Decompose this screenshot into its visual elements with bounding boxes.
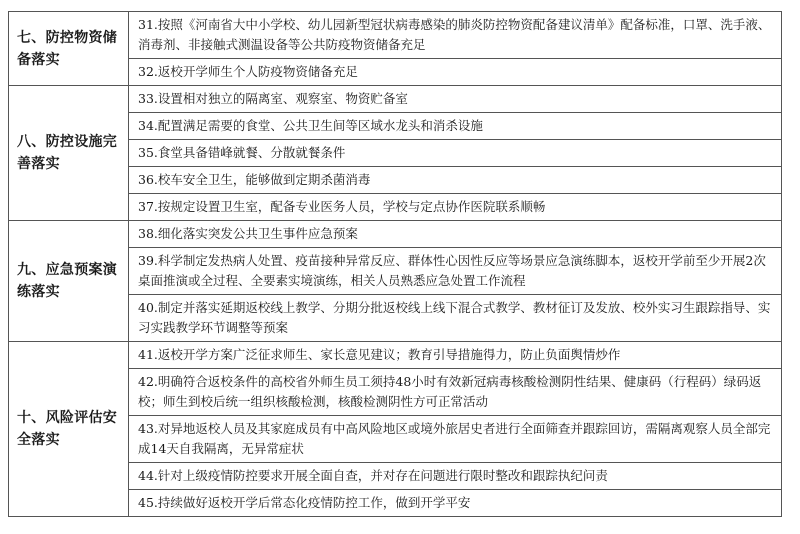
item-cell: 36.校车安全卫生，能够做到定期杀菌消毒 xyxy=(129,167,782,194)
item-cell: 33.设置相对独立的隔离室、观察室、物资贮备室 xyxy=(129,86,782,113)
item-cell: 43.对异地返校人员及其家庭成员有中高风险地区或境外旅居史者进行全面筛查并跟踪回访，需隔离观察人员全部完成14天自我隔离，无异常症状 xyxy=(129,416,782,463)
category-cell: 七、防控物资储备落实 xyxy=(9,12,129,86)
item-cell: 40.制定并落实延期返校线上教学、分期分批返校线上线下混合式教学、教材征订及发放、校外实习生跟踪指导、实习实践教学环节调整等预案 xyxy=(129,295,782,342)
checklist-table xyxy=(8,11,782,517)
category-cell: 十、风险评估安全落实 xyxy=(9,342,129,517)
category-cell: 八、防控设施完善落实 xyxy=(9,86,129,221)
item-cell: 42.明确符合返校条件的高校省外师生员工须持48小时有效新冠病毒核酸检测阴性结果、健康码（行程码）绿码返校；师生到校后统一组织核酸检测，核酸检测阴性方可正常活动 xyxy=(129,369,782,416)
table-row xyxy=(9,342,782,369)
item-cell: 44.针对上级疫情防控要求开展全面自查，并对存在问题进行限时整改和跟踪执纪问责 xyxy=(129,463,782,490)
item-cell: 41.返校开学方案广泛征求师生、家长意见建议；教育引导措施得力，防止负面舆情炒作 xyxy=(129,342,782,369)
item-cell: 45.持续做好返校开学后常态化疫情防控工作，做到开学平安 xyxy=(129,490,782,517)
table-row xyxy=(9,86,782,113)
item-cell: 34.配置满足需要的食堂、公共卫生间等区域水龙头和消杀设施 xyxy=(129,113,782,140)
item-cell: 35.食堂具备错峰就餐、分散就餐条件 xyxy=(129,140,782,167)
item-cell: 37.按规定设置卫生室，配备专业医务人员，学校与定点协作医院联系顺畅 xyxy=(129,194,782,221)
table-row xyxy=(9,12,782,59)
item-cell: 38.细化落实突发公共卫生事件应急预案 xyxy=(129,221,782,248)
item-cell: 31.按照《河南省大中小学校、幼儿园新型冠状病毒感染的肺炎防控物资配备建议清单》配备标准，口罩、洗手液、消毒剂、非接触式测温设备等公共防疫物资储备充足 xyxy=(129,12,782,59)
item-cell: 39.科学制定发热病人处置、疫苗接种异常反应、群体性心因性反应等场景应急演练脚本，返校开学前至少开展2次桌面推演或全过程、全要素实境演练，相关人员熟悉应急处置工作流程 xyxy=(129,248,782,295)
table-row xyxy=(9,221,782,248)
category-cell: 九、应急预案演练落实 xyxy=(9,221,129,342)
item-cell: 32.返校开学师生个人防疫物资储备充足 xyxy=(129,59,782,86)
